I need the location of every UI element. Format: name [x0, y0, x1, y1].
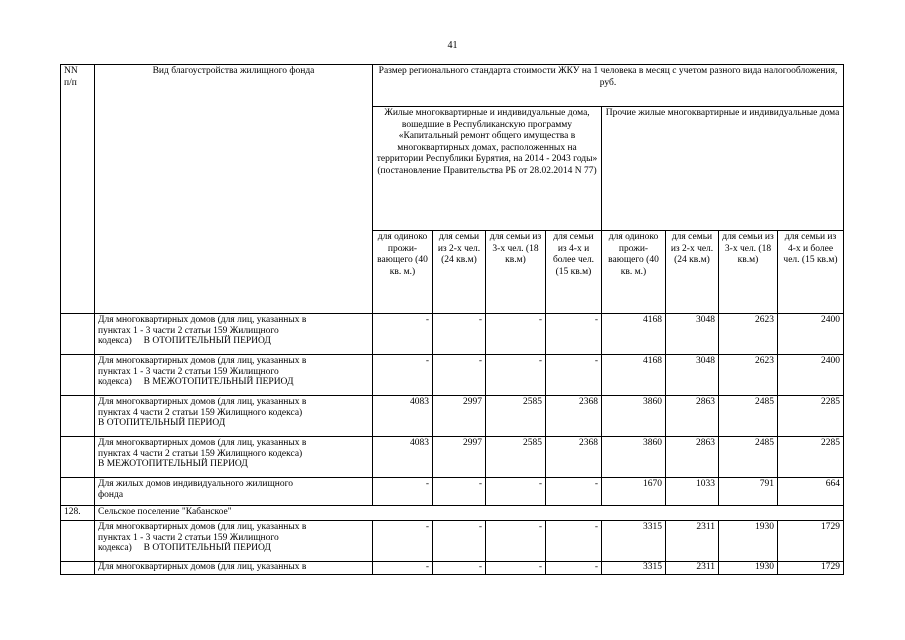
cell-value: -: [373, 355, 433, 396]
subheader-single: для одиноко прожи-вающего (40 кв. м.): [602, 231, 666, 314]
cell-value: 2485: [719, 437, 778, 478]
cell-value: -: [546, 314, 602, 355]
row-description: Для многоквартирных домов (для лиц, указанных в пунктах 4 части 2 статьи 159 Жилищного кодекса) В МЕЖОТОПИТЕЛЬНЫЙ ПЕРИОД: [95, 437, 373, 478]
cell-value: -: [433, 314, 486, 355]
cell-value: 3860: [602, 437, 666, 478]
cell-value: 2311: [666, 562, 719, 575]
cell-value: -: [546, 355, 602, 396]
cell-value: 2311: [666, 521, 719, 562]
cell-value: -: [546, 562, 602, 575]
row-number: [61, 396, 95, 437]
cell-value: 2485: [719, 396, 778, 437]
table-row: [61, 437, 844, 478]
cell-value: 2997: [433, 437, 486, 478]
cell-value: 791: [719, 478, 778, 506]
subheader-family-3: для семьи из 3-х чел. (18 кв.м): [486, 231, 546, 314]
cell-value: 3048: [666, 355, 719, 396]
cell-value: -: [433, 562, 486, 575]
cell-value: -: [373, 314, 433, 355]
subheader-family-3: для семьи из 3-х чел. (18 кв.м): [719, 231, 778, 314]
subheader-family-2: для семьи из 2-х чел. (24 кв.м): [433, 231, 486, 314]
row-description: Для многоквартирных домов (для лиц, указанных в пунктах 1 - 3 части 2 статьи 159 Жилищного кодекса) В ОТОПИТЕЛЬНЫЙ ПЕРИОД: [95, 521, 373, 562]
cell-value: 2400: [778, 355, 844, 396]
subheader-family-4: для семьи из 4-х и более чел. (15 кв.м): [546, 231, 602, 314]
cell-value: 4168: [602, 314, 666, 355]
cell-value: 2585: [486, 437, 546, 478]
row-description: Для многоквартирных домов (для лиц, указанных в пунктах 4 части 2 статьи 159 Жилищного кодекса) В ОТОПИТЕЛЬНЫЙ ПЕРИОД: [95, 396, 373, 437]
cost-standard-table: [60, 64, 844, 575]
row-number: [61, 314, 95, 355]
cell-value: 2285: [778, 437, 844, 478]
cell-value: 664: [778, 478, 844, 506]
cell-value: -: [373, 562, 433, 575]
cell-value: 1729: [778, 562, 844, 575]
row-number: [61, 478, 95, 506]
table-row: [61, 355, 844, 396]
cell-value: -: [433, 355, 486, 396]
table-row: [61, 562, 844, 575]
header-group-other: Прочие жилые многоквартирные и индивидуальные дома: [602, 107, 844, 231]
cell-value: 4083: [373, 437, 433, 478]
header-group-capital-repair: Жилые многоквартирные и индивидуальные дома, вошедшие в Республиканскую программу «Капитальный ремонт общего имущества в многоквартирных домах, расположенных на территории Республики Бурятия, на 2014 - 2043 годы» (постановление Правительства РБ от 28.02.2014 N 77): [373, 107, 602, 231]
cell-value: 3048: [666, 314, 719, 355]
cell-value: 4168: [602, 355, 666, 396]
page-number: 41: [447, 40, 458, 51]
cell-value: -: [433, 521, 486, 562]
cell-value: 2400: [778, 314, 844, 355]
cell-value: 2623: [719, 314, 778, 355]
cell-value: 3315: [602, 521, 666, 562]
cell-value: 1930: [719, 562, 778, 575]
cell-value: -: [486, 562, 546, 575]
row-description: Для многоквартирных домов (для лиц, указанных в пунктах 1 - 3 части 2 статьи 159 Жилищного кодекса) В МЕЖОТОПИТЕЛЬНЫЙ ПЕРИОД: [95, 355, 373, 396]
cell-value: -: [486, 314, 546, 355]
cell-value: 1033: [666, 478, 719, 506]
cell-value: 1930: [719, 521, 778, 562]
cell-value: 3860: [602, 396, 666, 437]
row-number: [61, 562, 95, 575]
cell-value: 2368: [546, 437, 602, 478]
header-kind: Вид благоустройства жилищного фонда: [95, 65, 373, 314]
cell-value: 2585: [486, 396, 546, 437]
table-row: [61, 478, 844, 506]
header-nn: NN п/п: [61, 65, 95, 314]
row-description: Для жилых домов индивидуального жилищного фонда: [95, 478, 373, 506]
cell-value: -: [373, 478, 433, 506]
row-number: [61, 437, 95, 478]
settlement-name: Сельское поселение "Кабанское": [95, 506, 844, 521]
subheader-single: для одиноко прожи-вающего (40 кв. м.): [373, 231, 433, 314]
row-description: Для многоквартирных домов (для лиц, указанных в: [95, 562, 373, 575]
cell-value: -: [433, 478, 486, 506]
header-standard: Размер регионального стандарта стоимости ЖКУ на 1 человека в месяц с учетом разного вида налогообложения, руб.: [373, 65, 844, 107]
subheader-family-2: для семьи из 2-х чел. (24 кв.м): [666, 231, 719, 314]
row-number: [61, 521, 95, 562]
cell-value: -: [486, 521, 546, 562]
subheader-family-4: для семьи из 4-х и более чел. (15 кв.м): [778, 231, 844, 314]
row-number: [61, 355, 95, 396]
row-number: 128.: [61, 506, 95, 521]
cell-value: -: [486, 478, 546, 506]
cell-value: -: [486, 355, 546, 396]
row-description: Для многоквартирных домов (для лиц, указанных в пунктах 1 - 3 части 2 статьи 159 Жилищного кодекса) В ОТОПИТЕЛЬНЫЙ ПЕРИОД: [95, 314, 373, 355]
cell-value: -: [373, 521, 433, 562]
cell-value: 4083: [373, 396, 433, 437]
cell-value: -: [546, 521, 602, 562]
settlement-row: [61, 506, 844, 521]
cell-value: 2623: [719, 355, 778, 396]
cell-value: 2285: [778, 396, 844, 437]
cell-value: -: [546, 478, 602, 506]
cell-value: 2997: [433, 396, 486, 437]
cell-value: 1729: [778, 521, 844, 562]
cell-value: 2368: [546, 396, 602, 437]
cell-value: 3315: [602, 562, 666, 575]
table-row: [61, 521, 844, 562]
cell-value: 2863: [666, 396, 719, 437]
cell-value: 2863: [666, 437, 719, 478]
table-row: [61, 314, 844, 355]
cell-value: 1670: [602, 478, 666, 506]
table-row: [61, 396, 844, 437]
